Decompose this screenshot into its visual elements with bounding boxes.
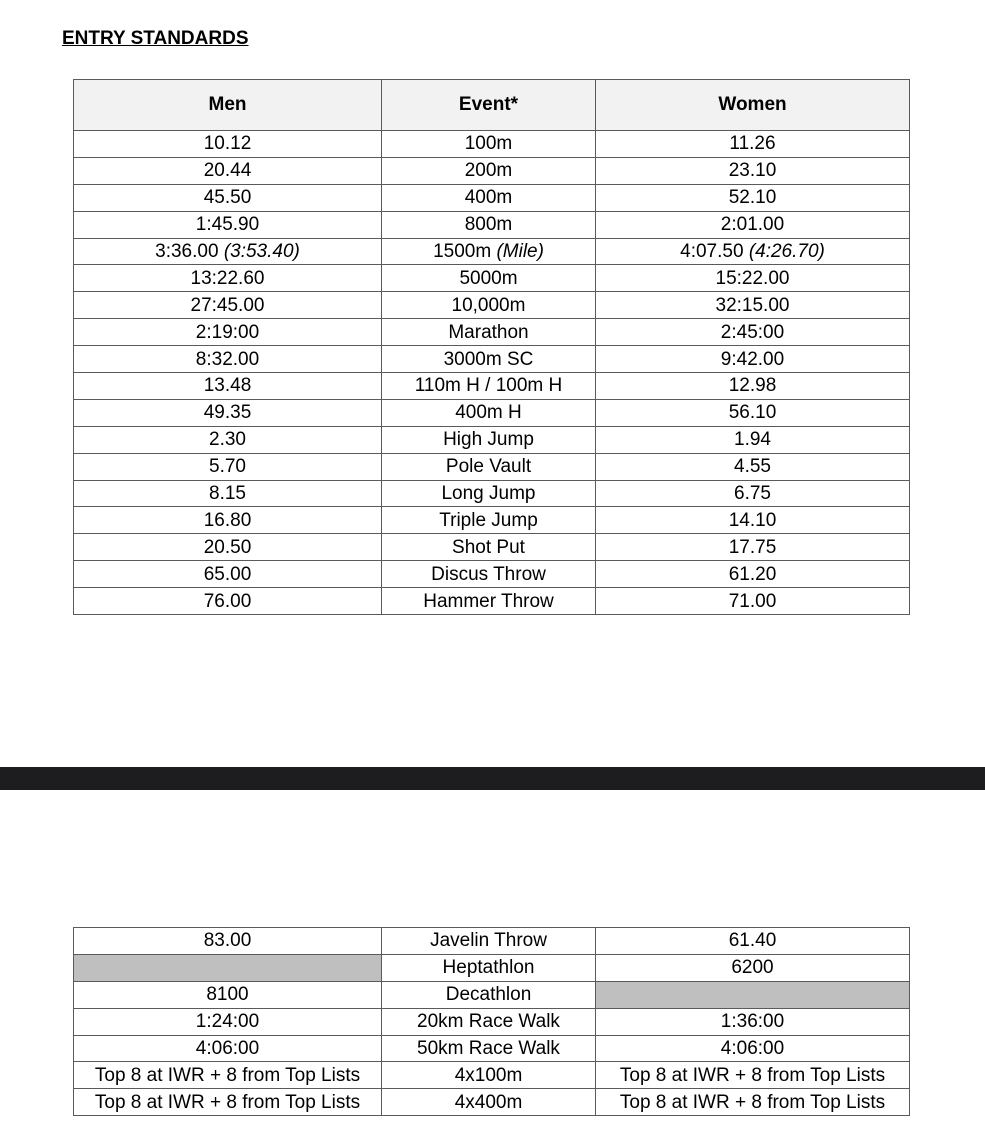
cell-event-value: 5000m xyxy=(459,267,518,289)
cell-event xyxy=(382,981,596,1008)
cell-women xyxy=(596,211,910,238)
cell-men xyxy=(74,1089,382,1116)
cell-men xyxy=(74,319,382,346)
table-row xyxy=(74,1008,910,1035)
cell-women xyxy=(596,588,910,615)
cell-men xyxy=(74,453,382,480)
cell-event xyxy=(382,588,596,615)
cell-women xyxy=(596,184,910,211)
cell-women-value: 56.10 xyxy=(728,402,777,424)
cell-event-value: 1500m xyxy=(433,241,497,262)
table-header-row xyxy=(74,80,910,131)
table-row xyxy=(74,426,910,453)
cell-women xyxy=(596,1035,910,1062)
page-divider-bar xyxy=(0,767,985,790)
table-row xyxy=(74,346,910,373)
cell-event xyxy=(382,184,596,211)
cell-men-value: 4:06:00 xyxy=(195,1038,260,1059)
cell-women xyxy=(596,319,910,346)
cell-men-value: Top 8 at IWR + 8 from Top Lists xyxy=(94,1064,361,1086)
cell-women-value: 4:07.50 xyxy=(680,241,749,262)
cell-men-value: 2:19:00 xyxy=(195,321,260,343)
cell-event xyxy=(382,954,596,981)
table-row xyxy=(74,954,910,981)
cell-men xyxy=(74,157,382,184)
cell-women-value: 15:22.00 xyxy=(715,267,790,289)
cell-event xyxy=(382,319,596,346)
cell-women-value: 61.40 xyxy=(728,930,777,952)
cell-women xyxy=(596,453,910,480)
cell-men xyxy=(74,480,382,507)
table-row xyxy=(74,131,910,158)
cell-men-value: 16.80 xyxy=(203,509,252,531)
cell-men-value: 49.35 xyxy=(203,402,252,424)
cell-women-value: 14.10 xyxy=(728,509,777,531)
cell-women-value: 52.10 xyxy=(728,187,777,209)
cell-men xyxy=(74,981,382,1008)
cell-women-value: 17.75 xyxy=(728,536,777,558)
cell-event-note: (Mile) xyxy=(496,241,544,262)
cell-men-value: 2.30 xyxy=(209,429,246,451)
header-event: Event* xyxy=(382,80,596,131)
cell-event xyxy=(382,928,596,955)
cell-women-value: 4.55 xyxy=(734,456,771,478)
cell-men-value: 8:32.00 xyxy=(195,348,260,370)
table-row xyxy=(74,928,910,955)
cell-event xyxy=(382,507,596,534)
cell-event-value: Shot Put xyxy=(452,536,525,558)
cell-men xyxy=(74,928,382,955)
cell-event-value: 100m xyxy=(464,133,513,155)
header-men: Men xyxy=(74,80,382,131)
header-women: Women xyxy=(596,80,910,131)
cell-event xyxy=(382,1062,596,1089)
cell-women xyxy=(596,1062,910,1089)
cell-men xyxy=(74,1062,382,1089)
cell-women-value: Top 8 at IWR + 8 from Top Lists xyxy=(619,1064,886,1086)
cell-men xyxy=(74,426,382,453)
table-row xyxy=(74,211,910,238)
entry-standards-table-continued xyxy=(73,927,910,1116)
cell-event xyxy=(382,131,596,158)
cell-event-value: Heptathlon xyxy=(442,957,535,979)
table-row xyxy=(74,534,910,561)
table-row xyxy=(74,981,910,1008)
cell-women-value: Top 8 at IWR + 8 from Top Lists xyxy=(619,1091,886,1113)
cell-men xyxy=(74,507,382,534)
table-row xyxy=(74,292,910,319)
cell-men xyxy=(74,1035,382,1062)
cell-event-value: Long Jump xyxy=(441,483,536,505)
cell-men-value: 20.44 xyxy=(203,160,252,182)
table-row xyxy=(74,184,910,211)
cell-men xyxy=(74,346,382,373)
table-row xyxy=(74,1062,910,1089)
cell-event-value: 4x400m xyxy=(454,1091,523,1113)
cell-event xyxy=(382,1089,596,1116)
cell-women-value: 2:45:00 xyxy=(720,321,785,343)
cell-women xyxy=(596,1008,910,1035)
cell-women-value: 61.20 xyxy=(728,563,777,585)
table-row xyxy=(74,1089,910,1116)
cell-event xyxy=(382,292,596,319)
cell-women xyxy=(596,399,910,426)
cell-event xyxy=(382,426,596,453)
cell-women-value: 32:15.00 xyxy=(715,294,790,316)
cell-men-value: 13:22.60 xyxy=(190,267,265,289)
cell-event-value: Pole Vault xyxy=(445,456,532,478)
table-row xyxy=(74,157,910,184)
cell-women-value: 2:01.00 xyxy=(720,214,785,236)
cell-men xyxy=(74,954,382,981)
cell-men-value: 20.50 xyxy=(203,536,252,558)
cell-women-value: 23.10 xyxy=(728,160,777,182)
cell-men xyxy=(74,265,382,292)
cell-event xyxy=(382,346,596,373)
cell-women xyxy=(596,954,910,981)
cell-men xyxy=(74,1008,382,1035)
cell-women-value: 71.00 xyxy=(728,590,777,612)
cell-event-value: 800m xyxy=(464,214,513,236)
cell-event-value: 3000m SC xyxy=(443,348,534,370)
cell-men xyxy=(74,399,382,426)
cell-event-value: Triple Jump xyxy=(439,509,538,531)
cell-event xyxy=(382,1008,596,1035)
cell-event-value: Discus Throw xyxy=(431,563,546,585)
cell-event xyxy=(382,561,596,588)
cell-women xyxy=(596,507,910,534)
cell-event-value: Marathon xyxy=(448,321,529,343)
table-row xyxy=(74,561,910,588)
cell-men xyxy=(74,238,382,265)
cell-men-value: Top 8 at IWR + 8 from Top Lists xyxy=(94,1091,361,1113)
table-row xyxy=(74,238,910,265)
cell-women xyxy=(596,131,910,158)
cell-event-value: Decathlon xyxy=(445,984,532,1006)
cell-event xyxy=(382,453,596,480)
cell-event-value: 4x100m xyxy=(454,1064,523,1086)
cell-event-value: Javelin Throw xyxy=(430,930,547,952)
cell-event-value: 50km Race Walk xyxy=(417,1038,560,1059)
table-row xyxy=(74,399,910,426)
cell-men-value: 27:45.00 xyxy=(190,294,265,316)
cell-event-value: 20km Race Walk xyxy=(417,1011,560,1033)
cell-men xyxy=(74,292,382,319)
cell-men-value: 65.00 xyxy=(203,563,252,585)
cell-men xyxy=(74,211,382,238)
cell-event-value: 200m xyxy=(464,160,513,182)
cell-men xyxy=(74,131,382,158)
page-title: ENTRY STANDARDS xyxy=(62,28,249,49)
cell-men-value: 1:24:00 xyxy=(195,1011,260,1033)
cell-event xyxy=(382,399,596,426)
cell-women xyxy=(596,292,910,319)
cell-women xyxy=(596,561,910,588)
table-row xyxy=(74,1035,910,1062)
cell-women xyxy=(596,928,910,955)
cell-women xyxy=(596,373,910,400)
cell-men-value: 45.50 xyxy=(203,187,252,209)
cell-women xyxy=(596,426,910,453)
cell-men xyxy=(74,184,382,211)
cell-event-value: 110m H / 100m H xyxy=(414,375,563,397)
cell-women-value: 1:36:00 xyxy=(720,1011,785,1033)
cell-women xyxy=(596,265,910,292)
cell-women-note: (4:26.70) xyxy=(748,241,825,262)
cell-men-value: 10.12 xyxy=(203,133,252,155)
cell-men-value: 8.15 xyxy=(209,483,246,505)
cell-event-value: 400m xyxy=(464,187,513,209)
cell-event xyxy=(382,1035,596,1062)
cell-women-value: 6200 xyxy=(731,957,774,979)
cell-event xyxy=(382,157,596,184)
table-row xyxy=(74,507,910,534)
cell-women xyxy=(596,981,910,1008)
cell-event-value: High Jump xyxy=(443,429,534,451)
cell-men-value: 13.48 xyxy=(203,375,252,397)
cell-women-value: 6.75 xyxy=(734,483,771,505)
table-row xyxy=(74,453,910,480)
cell-women xyxy=(596,480,910,507)
cell-men xyxy=(74,373,382,400)
cell-women-value: 1.94 xyxy=(734,429,771,451)
cell-event-value: 10,000m xyxy=(451,294,526,316)
cell-event xyxy=(382,480,596,507)
table-row xyxy=(74,319,910,346)
cell-women-value: 9:42.00 xyxy=(720,348,785,370)
table-row xyxy=(74,588,910,615)
cell-men-value: 76.00 xyxy=(203,590,252,612)
cell-event xyxy=(382,238,596,265)
cell-event xyxy=(382,211,596,238)
table-row xyxy=(74,480,910,507)
cell-event xyxy=(382,265,596,292)
cell-women-value: 4:06:00 xyxy=(720,1038,785,1059)
entry-standards-table xyxy=(73,79,910,615)
cell-women xyxy=(596,534,910,561)
cell-women-value: 11.26 xyxy=(729,133,776,155)
cell-men xyxy=(74,561,382,588)
cell-men-note: (3:53.40) xyxy=(223,241,300,262)
table-row xyxy=(74,373,910,400)
table-row xyxy=(74,265,910,292)
cell-event-value: 400m H xyxy=(455,402,522,424)
cell-men-value: 3:36.00 xyxy=(155,241,224,262)
cell-event-value: Hammer Throw xyxy=(423,590,554,612)
cell-men-value: 8100 xyxy=(206,984,249,1006)
cell-women xyxy=(596,238,910,265)
cell-women xyxy=(596,1089,910,1116)
cell-men-value: 1:45.90 xyxy=(195,214,260,236)
cell-event xyxy=(382,534,596,561)
cell-event xyxy=(382,373,596,400)
cell-men-value: 83.00 xyxy=(203,930,252,952)
cell-women xyxy=(596,157,910,184)
cell-men xyxy=(74,588,382,615)
cell-women xyxy=(596,346,910,373)
cell-men-value: 5.70 xyxy=(209,456,246,478)
cell-men xyxy=(74,534,382,561)
cell-women-value: 12.98 xyxy=(728,375,777,397)
